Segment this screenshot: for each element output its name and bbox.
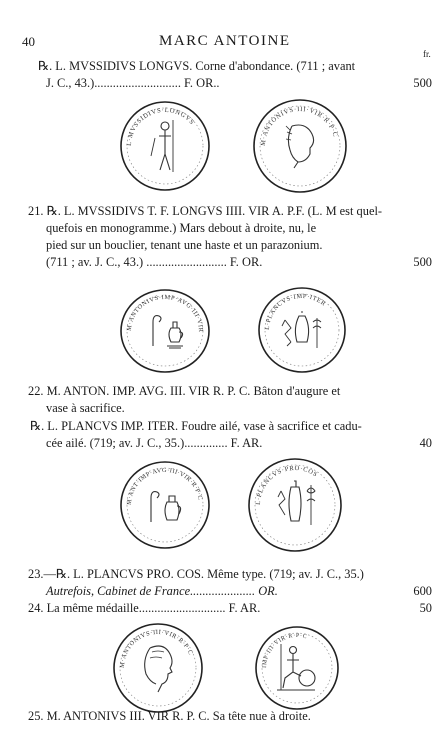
coin-20-obverse — [117, 98, 213, 194]
coin-24-obverse — [110, 620, 206, 716]
lituus-and-jug-icon — [151, 492, 181, 522]
entry-23-price: 600 — [413, 584, 432, 598]
entry-21-price: 500 — [413, 255, 432, 269]
svg-text:L·MVSSIDIVS·LONGVS: L·MVSSIDIVS·LONGVS — [125, 106, 196, 147]
entry-23-line-2: Autrefois, Cabinet de France..................... OR. — [46, 584, 278, 598]
coin-24-reverse — [253, 624, 341, 712]
entry-20-line-2: J. C., 43.)............................ F. OR.. — [46, 76, 220, 90]
entry-25-line-1: 25. M. ANTONIVS III. VIR R. P. C. Sa tête nue à droite. — [28, 709, 311, 723]
page-title: MARC ANTOINE — [159, 33, 291, 49]
entry-22-price: 40 — [419, 436, 432, 450]
mars-standing-figure-icon — [151, 120, 173, 172]
svg-text:M·ANTONIVS·III·VIR·R·P·C: M·ANTONIVS·III·VIR·R·P·C — [118, 628, 195, 669]
column-note: fr. — [423, 49, 431, 59]
coin-21-obverse — [117, 286, 213, 376]
entry-24-price: 50 — [419, 601, 432, 615]
svg-text:M·ANTONIVS·IMP·AVG·III·VIR: M·ANTONIVS·IMP·AVG·III·VIR — [125, 293, 205, 333]
jug-and-thunderbolt-icon — [282, 312, 321, 348]
bare-head-icon — [145, 646, 172, 692]
svg-text:M·ANTONIVS·III·VIR·R·P·C: M·ANTONIVS·III·VIR·R·P·C — [259, 105, 339, 147]
entry-21-line-2: quefois en monogramme.) Mars debout à droite, nu, le — [46, 221, 317, 235]
entry-22-line-2: vase à sacrifice. — [46, 401, 125, 415]
entry-24-line-1: 24. La même médaille............................ F. AR. — [28, 601, 261, 615]
coin-20-reverse — [250, 96, 350, 196]
lituus-and-jug-icon — [153, 316, 183, 348]
entry-22-line-3: ℞. L. PLANCVS IMP. ITER. Foudre ailé, vase à sacrifice et cadu- — [30, 419, 362, 433]
seated-figure-with-shield-icon — [277, 644, 315, 690]
coin-22-obverse — [117, 458, 213, 552]
entry-22-line-4: cée ailé. (719; av. J. C., 35.).............. F. AR. — [46, 436, 263, 450]
entry-20-price: 500 — [413, 76, 432, 90]
entry-21-line-1: 21. ℞. L. MVSSIDIVS T. F. LONGVS IIII. VIR A. P.F. (L. M est quel- — [28, 204, 383, 218]
coin-21-reverse — [255, 284, 349, 376]
svg-text:M·ANT·IMP·AVG·III·VIR·R·P·C: M·ANT·IMP·AVG·III·VIR·R·P·C — [125, 466, 204, 506]
page-number: 40 — [22, 34, 35, 49]
coin-22-reverse — [245, 455, 345, 555]
entry-22-line-1: 22. M. ANTON. IMP. AVG. III. VIR R. P. C. Bâton d'augure et — [28, 384, 341, 398]
entry-21-line-4: (711 ; av. J. C., 43.) .......................... F. OR. — [46, 255, 263, 269]
svg-text:IMP·III·VIR·R·P·C: IMP·III·VIR·R·P·C — [261, 632, 308, 669]
entry-21-line-3: pied sur un bouclier, tenant une haste et un parazonium. — [46, 238, 323, 252]
entry-23-line-1: 23.—℞. L. PLANCVS PRO. COS. Même type. (719; av. J. C., 35.) — [28, 567, 364, 581]
svg-text:L·PLANCVS·IMP·ITER: L·PLANCVS·IMP·ITER — [263, 292, 328, 331]
svg-text:L·PLANCVS·PRO·COS: L·PLANCVS·PRO·COS — [254, 464, 319, 506]
jug-and-caduceus-icon — [278, 481, 315, 525]
laureate-head-icon — [286, 125, 314, 168]
entry-20-line-1: ℞. L. MVSSIDIVS LONGVS. Corne d'abondance. (711 ; avant — [38, 59, 356, 73]
